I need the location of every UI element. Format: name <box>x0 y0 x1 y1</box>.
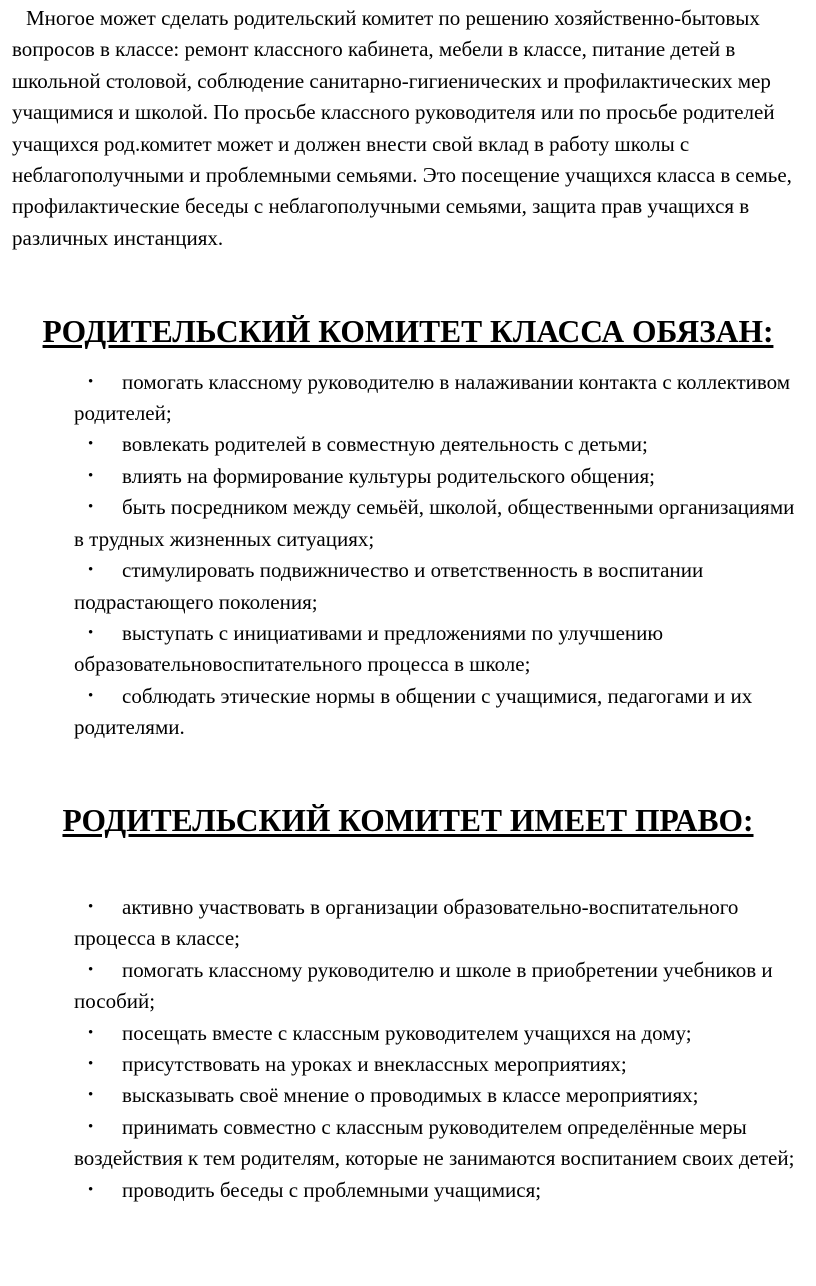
list-item-text: проводить беседы с проблемными учащимися; <box>122 1177 542 1202</box>
list-item-text: помогать классному руководителю в налаживании контакта с коллективом родителей; <box>74 369 791 426</box>
bullet-icon: • <box>88 624 94 641</box>
list-item <box>74 892 804 955</box>
bullet-icon: • <box>88 467 94 484</box>
list-item <box>74 1080 804 1111</box>
list-item-text: присутствовать на уроках и внеклассных мероприятиях; <box>122 1051 627 1076</box>
list-item <box>74 955 804 1018</box>
bullet-icon: • <box>88 499 94 516</box>
list-item-text: посещать вместе с классным руководителем учащихся на дому; <box>122 1020 692 1045</box>
bullet-icon: • <box>88 1118 94 1135</box>
list-item-text: быть посредником между семьёй, школой, общественными организациями в трудных жизненных ситуациях; <box>74 495 795 551</box>
bullet-icon: • <box>88 436 94 453</box>
list-item-text: вовлекать родителей в совместную деятельность с детьми; <box>122 432 648 457</box>
bullet-icon: • <box>88 373 94 390</box>
list-item-text: выступать с инициативами и предложениями по улучшению образовательновоспитательного процесса в школе; <box>74 620 664 677</box>
bullet-icon: • <box>88 687 94 704</box>
list-item <box>74 555 804 618</box>
bullet-icon: • <box>88 1181 94 1198</box>
list-item <box>74 681 804 744</box>
list-item-text: соблюдать этические нормы в общении с учащимися, педагогами и их родителями. <box>74 683 753 740</box>
list-item <box>74 367 804 430</box>
bullet-icon: • <box>88 562 94 579</box>
bullet-icon: • <box>88 961 94 978</box>
section-heading-rights: РОДИТЕЛЬСКИЙ КОМИТЕТ ИМЕЕТ ПРАВО: <box>62 802 754 838</box>
bullet-icon: • <box>88 1087 94 1104</box>
list-item <box>74 492 804 555</box>
list-item <box>74 618 804 681</box>
list-item <box>74 461 804 492</box>
intro-paragraph: Многое может сделать родительский комитет по решению хозяйственно-бытовых вопросов в классе: ремонт классного кабинета, мебели в классе, питание детей в школьной столовой, соблюдение санитарно-гигиенических и профилактических мер учащимися и школой. По просьбе классного руководителя или по просьбе родителей учащихся род.комитет может и должен внести свой вклад в работу школы с неблагополучными и проблемными семьями. Это посещение учащихся класса в семье, профилактические беседы с неблагополучными семьями, защита прав учащихся в различных инстанциях. <box>12 6 792 250</box>
list-item-text: принимать совместно с классным руководителем определённые меры воздействия к тем родителям, которые не занимаются воспитанием своих детей; <box>74 1114 795 1171</box>
list-item <box>74 1049 804 1080</box>
list-item-text: активно участвовать в организации образовательно-воспитательного процесса в классе; <box>74 894 739 951</box>
rights-list <box>12 892 804 1206</box>
section-heading-obligations: РОДИТЕЛЬСКИЙ КОМИТЕТ КЛАССА ОБЯЗАН: <box>42 314 774 350</box>
bullet-icon: • <box>88 898 94 915</box>
list-item-text: высказывать своё мнение о проводимых в классе мероприятиях; <box>122 1083 699 1108</box>
list-item-text: влиять на формирование культуры родительского общения; <box>122 463 655 488</box>
list-item-text: помогать классному руководителю и школе в приобретении учебников и пособий; <box>74 957 773 1014</box>
bullet-icon: • <box>88 1055 94 1072</box>
list-item <box>74 1112 804 1175</box>
bullet-icon: • <box>88 1024 94 1041</box>
list-item <box>74 429 804 460</box>
list-item-text: стимулировать подвижничество и ответственность в воспитании подрастающего поколения; <box>74 558 704 614</box>
list-item <box>74 1175 804 1206</box>
obligations-list <box>12 367 804 744</box>
list-item <box>74 1018 804 1049</box>
